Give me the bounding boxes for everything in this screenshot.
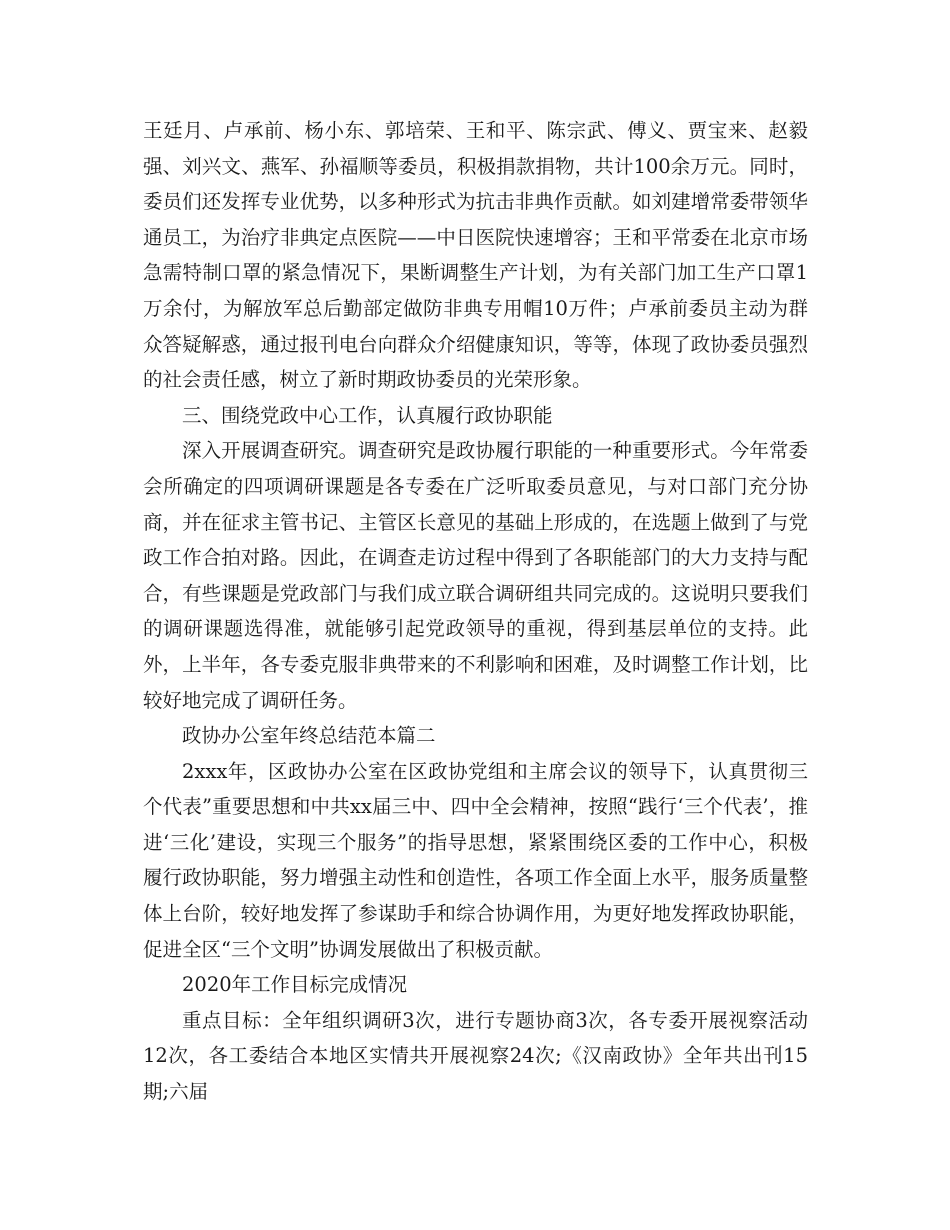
paragraph-key-targets: 重点目标：全年组织调研3次，进行专题协商3次，各专委开展视察活动12次，各工委结合本地区实情共开展视察24次;《汉南政协》全年共出刊15期;六届: [143, 1008, 808, 1104]
paragraph-research: 深入开展调查研究。调查研究是政协履行职能的一种重要形式。今年常委会所确定的四项调研课题是各专委在广泛听取委员意见，与对口部门充分协商，并在征求主管书记、主管区长意见的基础上形成的，在选题上做到了与党政工作合拍对路。因此，在调查走访过程中得到了各职能部门的大力支持与配合，有些课题是党政部门与我们成立联合调研组共同完成的。这说明只要我们的调研课题选得准，就能够引起党政领导的重视，得到基层单位的支持。此外，上半年，各专委克服非典带来的不利影响和困难，及时调整工作计划，比较好地完成了调研任务。: [143, 439, 808, 712]
section-heading-three: 三、围绕党政中心工作，认真履行政协职能: [182, 403, 553, 427]
document-body: [143, 113, 808, 1110]
document-subtitle: 政协办公室年终总结范本篇二: [182, 724, 436, 748]
paragraph-donations: 王廷月、卢承前、杨小东、郭培荣、王和平、陈宗武、傅义、贾宝来、赵毅强、刘兴文、燕军、孙福顺等委员，积极捐款捐物，共计100余万元。同时，委员们还发挥专业优势，以多种形式为抗击非典作贡献。如刘建增常委带领华通员工，为治疗非典定点医院——中日医院快速增容；王和平常委在北京市场急需特制口罩的紧急情况下，果断调整生产计划，为有关部门加工生产口罩1万余付，为解放军总后勤部定做防非典专用帽10万件；卢承前委员主动为群众答疑解惑，通过报刊电台向群众介绍健康知识，等等，体现了政协委员强烈的社会责任感，树立了新时期政协委员的光荣形象。: [143, 119, 808, 392]
paragraph-office-summary: 2xxx年，区政协办公室在区政协党组和主席会议的领导下，认真贯彻三个代表”重要思想和中共xx届三中、四中全会精神，按照“践行‘三个代表’，推进‘三化’建设，实现三个服务”的指导思想，紧紧围绕区委的工作中心，积极履行政协职能，努力增强主动性和创造性，各项工作全面上水平，服务质量整体上台阶，较好地发挥了参谋助手和综合协调作用，为更好地发挥政协职能，促进全区“三个文明”协调发展做出了积极贡献。: [143, 759, 808, 961]
section-heading-targets: 2020年工作目标完成情况: [182, 973, 408, 997]
